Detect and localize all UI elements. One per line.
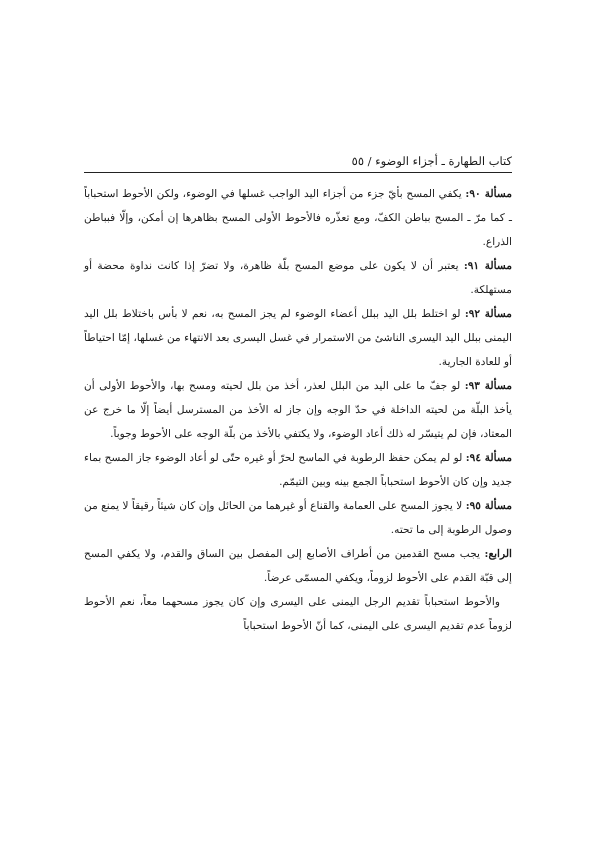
paragraph-label: مسألة ٩٥: <box>465 500 512 512</box>
paragraph-text: لا يجوز المسح على العمامة والقناع أو غيرهما من الحائل وإن كان شيئاً رقيقاً لا يمنع من وصول الرطوبة إلى ما تحته. <box>84 500 512 536</box>
paragraph-text: يجب مسح القدمين من أطراف الأصابع إلى المفصل بين الساق والقدم، ولا يكفي المسح إلى قبّة القدم على الأحوط لزوماً، ويكفي المسمّى عرضاً. <box>84 548 512 584</box>
paragraph-text: والأحوط استحباباً تقديم الرجل اليمنى على اليسرى وإن كان يجوز مسحهما معاً، نعم الأحوط لزوماً عدم تقديم اليسرى على اليمنى، كما أنّ الأحوط استحباباً <box>84 596 512 632</box>
paragraph-text: لو جفّ ما على اليد من البلل لعذر، أخذ من بلل لحيته ومسح بها، والأحوط الأولى أن يأخذ البلّة من لحيته الداخلة في حدّ الوجه وإن جاز له الأخذ من المسترسل أيضاً إلّا ما خرج عن المعتاد، فإن لم يتيسّر له ذلك أعاد الوضوء، ولا يكتفي بالأخذ من بلّة الوجه على الأحوط وجوباً. <box>84 380 512 440</box>
paragraph-continuation <box>84 590 512 638</box>
paragraph-label: مسألة ٩٤: <box>465 452 512 464</box>
paragraph-fourth <box>84 542 512 590</box>
paragraph-text: يكفي المسح بأيّ جزء من أجزاء اليد الواجب غسلها في الوضوء، ولكن الأحوط استحباباً ـ كما مرّ ـ المسح بباطن الكفّ، ومع تعذّره فالأحوط الأولى المسح بظاهرها إن أمكن، وإلّا فبباطن الذراع. <box>84 188 512 248</box>
paragraph-text: لو اختلط بلل اليد ببلل أعضاء الوضوء لم يجز المسح به، نعم لا بأس باختلاط بلل اليد اليمنى ببلل اليد اليسرى الناشئ من الاستمرار في غسل اليسرى بعد الانتهاء من غسلها، إمّا احتياطاً أو للعادة الجارية. <box>84 308 512 368</box>
paragraph-text: لو لم يمكن حفظ الرطوبة في الماسح لحرّ أو غيره حتّى لو أعاد الوضوء جاز المسح بماء جديد وإن كان الأحوط استحباباً الجمع بينه وبين التيمّم. <box>84 452 512 488</box>
paragraph-issue-93 <box>84 374 512 446</box>
body-text <box>84 182 512 638</box>
header-divider <box>84 172 512 173</box>
paragraph-issue-94 <box>84 446 512 494</box>
paragraph-issue-91 <box>84 254 512 302</box>
paragraph-issue-90 <box>84 182 512 254</box>
paragraph-label: مسألة ٩٠: <box>465 188 512 200</box>
paragraph-label: مسألة ٩١: <box>463 260 512 272</box>
paragraph-label: الرابع: <box>484 548 512 560</box>
paragraph-text: يعتبر أن لا يكون على موضع المسح بلّة ظاهرة، ولا تضرّ إذا كانت نداوة محضة أو مستهلكة. <box>84 260 512 296</box>
paragraph-issue-92 <box>84 302 512 374</box>
paragraph-label: مسألة ٩٣: <box>464 380 513 392</box>
paragraph-label: مسألة ٩٢: <box>464 308 512 320</box>
running-header: كتاب الطهارة ـ أجزاء الوضوء / ٥٥ <box>351 154 512 168</box>
paragraph-issue-95 <box>84 494 512 542</box>
